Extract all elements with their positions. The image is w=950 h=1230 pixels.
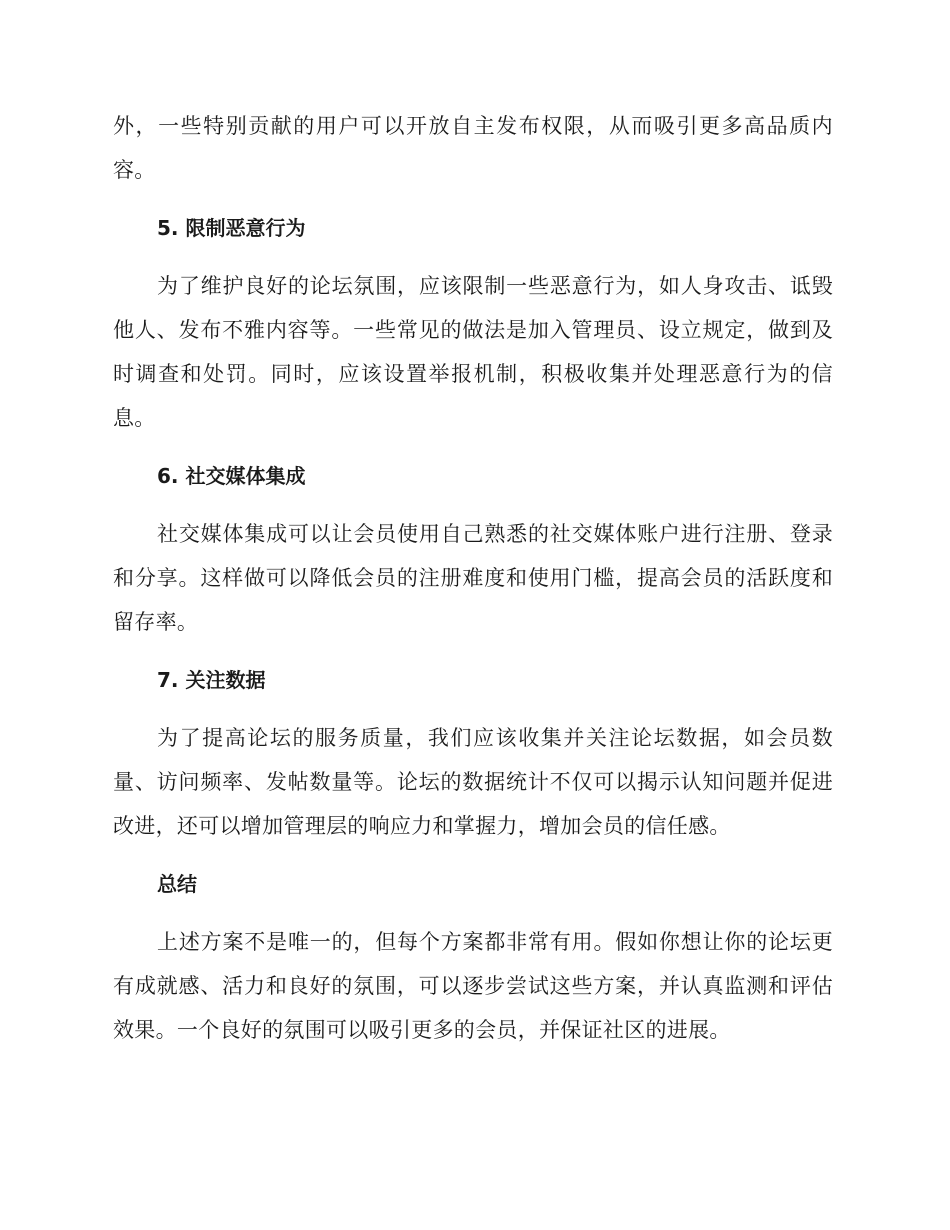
- section-heading-6: 6. 社交媒体集成: [157, 464, 306, 488]
- paragraph-section-6: 社交媒体集成可以让会员使用自己熟悉的社交媒体账户进行注册、登录和分享。这样做可以降低会员的注册难度和使用门槛，提高会员的活跃度和留存率。: [113, 522, 833, 634]
- document-page: [113, 104, 833, 1052]
- paragraph-continued: 外，一些特别贡献的用户可以开放自主发布权限，从而吸引更多高品质内容。: [113, 114, 833, 182]
- paragraph-summary: 上述方案不是唯一的，但每个方案都非常有用。假如你想让你的论坛更有成就感、活力和良好的氛围，可以逐步尝试这些方案，并认真监测和评估效果。一个良好的氛围可以吸引更多的会员，并保证社区的进展。: [113, 930, 833, 1042]
- section-heading-7: 7. 关注数据: [157, 668, 266, 692]
- section-heading-5: 5. 限制恶意行为: [157, 216, 306, 240]
- paragraph-section-7: 为了提高论坛的服务质量，我们应该收集并关注论坛数据，如会员数量、访问频率、发帖数量等。论坛的数据统计不仅可以揭示认知问题并促进改进，还可以增加管理层的响应力和掌握力，增加会员的信任感。: [113, 726, 833, 838]
- paragraph-section-5: 为了维护良好的论坛氛围，应该限制一些恶意行为，如人身攻击、诋毁他人、发布不雅内容等。一些常见的做法是加入管理员、设立规定，做到及时调查和处罚。同时，应该设置举报机制，积极收集并处理恶意行为的信息。: [113, 274, 833, 430]
- section-heading-summary: 总结: [157, 872, 197, 896]
